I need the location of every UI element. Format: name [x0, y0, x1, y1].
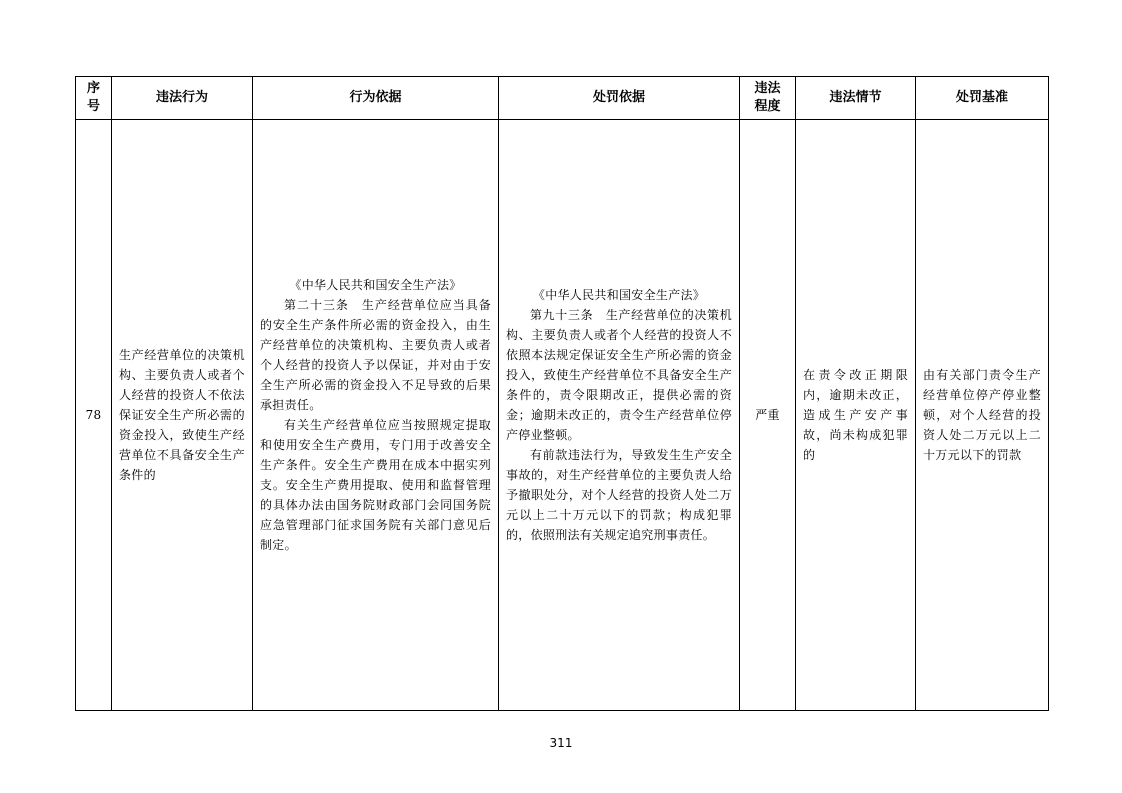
penalty-basis-content [499, 285, 739, 545]
cell-degree: 严重 [740, 120, 796, 711]
header-basis: 行为依据 [253, 77, 499, 120]
header-degree-text: 违法程度 [754, 81, 781, 114]
header-violation: 违法行为 [112, 77, 253, 120]
header-standard: 处罚基准 [916, 77, 1049, 120]
penalty-standards-table [75, 76, 1049, 711]
header-degree [740, 77, 796, 120]
page-number: 311 [549, 736, 573, 750]
standard-text: 由有关部门责令生产经营单位停产停业整顿，对个人经营的投资人处二万元以上二十万元以下的罚款 [923, 368, 1041, 462]
header-no [76, 77, 112, 120]
cell-no: 78 [76, 120, 112, 711]
basis-content [253, 275, 498, 555]
penalty-paragraph-1: 第九十三条 生产经营单位的决策机构、主要负责人或者个人经营的投资人不依照本法规定保证安全生产所必需的资金投入，致使生产经营单位不具备安全生产条件的，责令限期改正，提供必需的资金；逾期未改正的，责令生产经营单位停产停业整顿。 [506, 308, 732, 442]
table-row [76, 120, 1049, 711]
cell-violation [112, 120, 253, 711]
cell-basis [253, 120, 499, 711]
cell-penalty-basis [499, 120, 740, 711]
penalty-paragraph-2: 有前款违法行为，导致发生生产安全事故的，对生产经营单位的主要负责人给予撤职处分，对个人经营的投资人处二万元以上二十万元以下的罚款；构成犯罪的，依照刑法有关规定追究刑事责任。 [506, 448, 732, 542]
header-circumstance: 违法情节 [796, 77, 916, 120]
violation-text: 生产经营单位的决策机构、主要负责人或者个人经营的投资人不依法保证安全生产所必需的资金投入，致使生产经营单位不具备安全生产条件的 [119, 348, 245, 482]
cell-circumstance [796, 120, 916, 711]
basis-paragraph-1: 第二十三条 生产经营单位应当具备的安全生产条件所必需的资金投入，由生产经营单位的决策机构、主要负责人或者个人经营的投资人予以保证，并对由于安全生产所必需的资金投入不足导致的后果承担责任。 [260, 298, 491, 412]
penalty-law-title: 《中华人民共和国安全生产法》 [532, 288, 706, 302]
header-penalty-basis: 处罚依据 [499, 77, 740, 120]
basis-law-title: 《中华人民共和国安全生产法》 [289, 278, 462, 292]
table-header-row [76, 77, 1049, 120]
cell-standard [916, 120, 1049, 711]
circumstance-text: 在责令改正期限内，逾期未改正，造成生产安产事故，尚未构成犯罪的 [803, 368, 908, 462]
header-no-text: 序号 [87, 81, 101, 114]
basis-paragraph-2: 有关生产经营单位应当按照规定提取和使用安全生产费用，专门用于改善安全生产条件。安全生产费用在成本中据实列支。安全生产费用提取、使用和监督管理的具体办法由国务院财政部门会同国务院应急管理部门征求国务院有关部门意见后制定。 [260, 418, 491, 552]
